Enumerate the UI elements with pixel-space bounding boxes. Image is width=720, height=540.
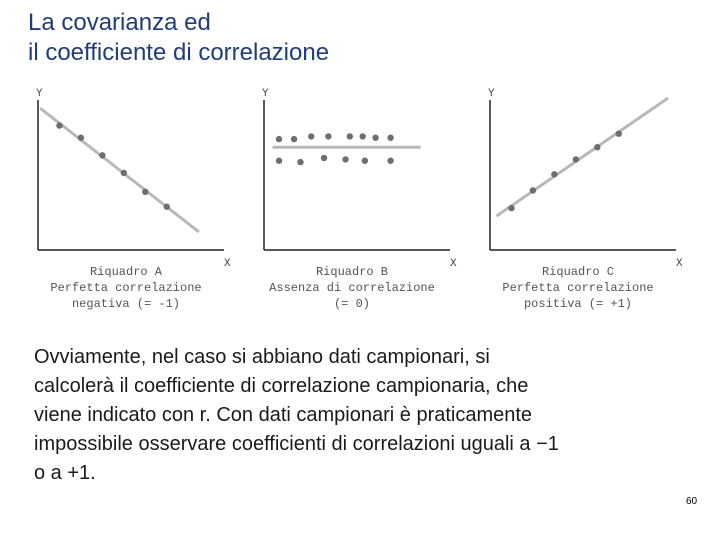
- riquadro-c-point: [551, 171, 557, 177]
- riquadro-a-caption-line-3: negativa (= -1): [71, 297, 181, 311]
- riquadro-b-point: [347, 133, 353, 139]
- riquadro-b-caption-line-3: (= 0): [333, 297, 371, 311]
- slide-title: [28, 8, 329, 68]
- riquadro-b-point: [342, 156, 348, 162]
- riquadro-c-fit-line: [496, 98, 668, 216]
- body-line-5: o a +1.: [34, 462, 96, 484]
- body-line-3: viene indicato con r. Con dati campionari è praticamente: [34, 404, 533, 426]
- page-number: 60: [686, 496, 698, 507]
- slide-title-line-2: il coefficiente di correlazione: [28, 39, 330, 66]
- riquadro-b-point: [372, 135, 378, 141]
- riquadro-c-panel: [488, 88, 683, 311]
- riquadro-a-panel: [36, 88, 231, 311]
- body-line-1: Ovviamente, nel caso si abbiano dati campionari, si: [34, 346, 490, 368]
- riquadro-c-caption-line-1: Riquadro C: [541, 265, 615, 279]
- body-line-4: impossibile osservare coefficienti di correlazioni uguali a −1: [34, 433, 559, 455]
- riquadro-b-point: [362, 158, 368, 164]
- riquadro-b-x-axis-label: X: [450, 258, 457, 270]
- riquadro-a-point: [56, 122, 62, 128]
- riquadro-a-point: [78, 135, 84, 141]
- riquadro-b-point: [360, 133, 366, 139]
- riquadro-a-caption-line-1: Riquadro A: [89, 265, 163, 279]
- scatter-panels-figure: [28, 85, 698, 320]
- scatter-panels-svg: [28, 85, 698, 320]
- riquadro-c-caption-line-3: positiva (= +1): [523, 297, 633, 311]
- riquadro-b-point: [297, 159, 303, 165]
- riquadro-a-y-axis-label: Y: [36, 88, 43, 100]
- riquadro-a-x-axis-label: X: [224, 258, 231, 270]
- riquadro-b-point: [276, 158, 282, 164]
- riquadro-b-point: [387, 158, 393, 164]
- riquadro-b-panel: [262, 88, 457, 311]
- riquadro-b-point: [276, 136, 282, 142]
- riquadro-b-caption-line-2: Assenza di correlazione: [269, 281, 435, 295]
- slide-title-line-1: La covarianza ed: [28, 9, 211, 36]
- riquadro-c-point: [508, 205, 514, 211]
- riquadro-a-point: [99, 152, 105, 158]
- riquadro-a-caption-line-2: Perfetta correlazione: [50, 281, 202, 295]
- riquadro-b-caption-line-1: Riquadro B: [315, 265, 389, 279]
- riquadro-b-point: [308, 133, 314, 139]
- riquadro-b-point: [325, 133, 331, 139]
- riquadro-c-y-axis-label: Y: [488, 88, 495, 100]
- riquadro-a-point: [142, 189, 148, 195]
- riquadro-c-point: [530, 187, 536, 193]
- riquadro-c-point: [573, 156, 579, 162]
- riquadro-c-point: [616, 130, 622, 136]
- riquadro-b-point: [291, 136, 297, 142]
- riquadro-a-fit-line: [40, 108, 199, 232]
- riquadro-b-point: [387, 135, 393, 141]
- riquadro-a-point: [121, 170, 127, 176]
- riquadro-b-point: [321, 155, 327, 161]
- riquadro-c-point: [594, 144, 600, 150]
- riquadro-a-point: [164, 204, 170, 210]
- riquadro-c-x-axis-label: X: [676, 258, 683, 270]
- body-paragraph: [34, 343, 674, 488]
- riquadro-c-caption-line-2: Perfetta correlazione: [502, 281, 654, 295]
- body-line-2: calcolerà il coefficiente di correlazione campionaria, che: [34, 375, 529, 397]
- riquadro-b-y-axis-label: Y: [262, 88, 269, 100]
